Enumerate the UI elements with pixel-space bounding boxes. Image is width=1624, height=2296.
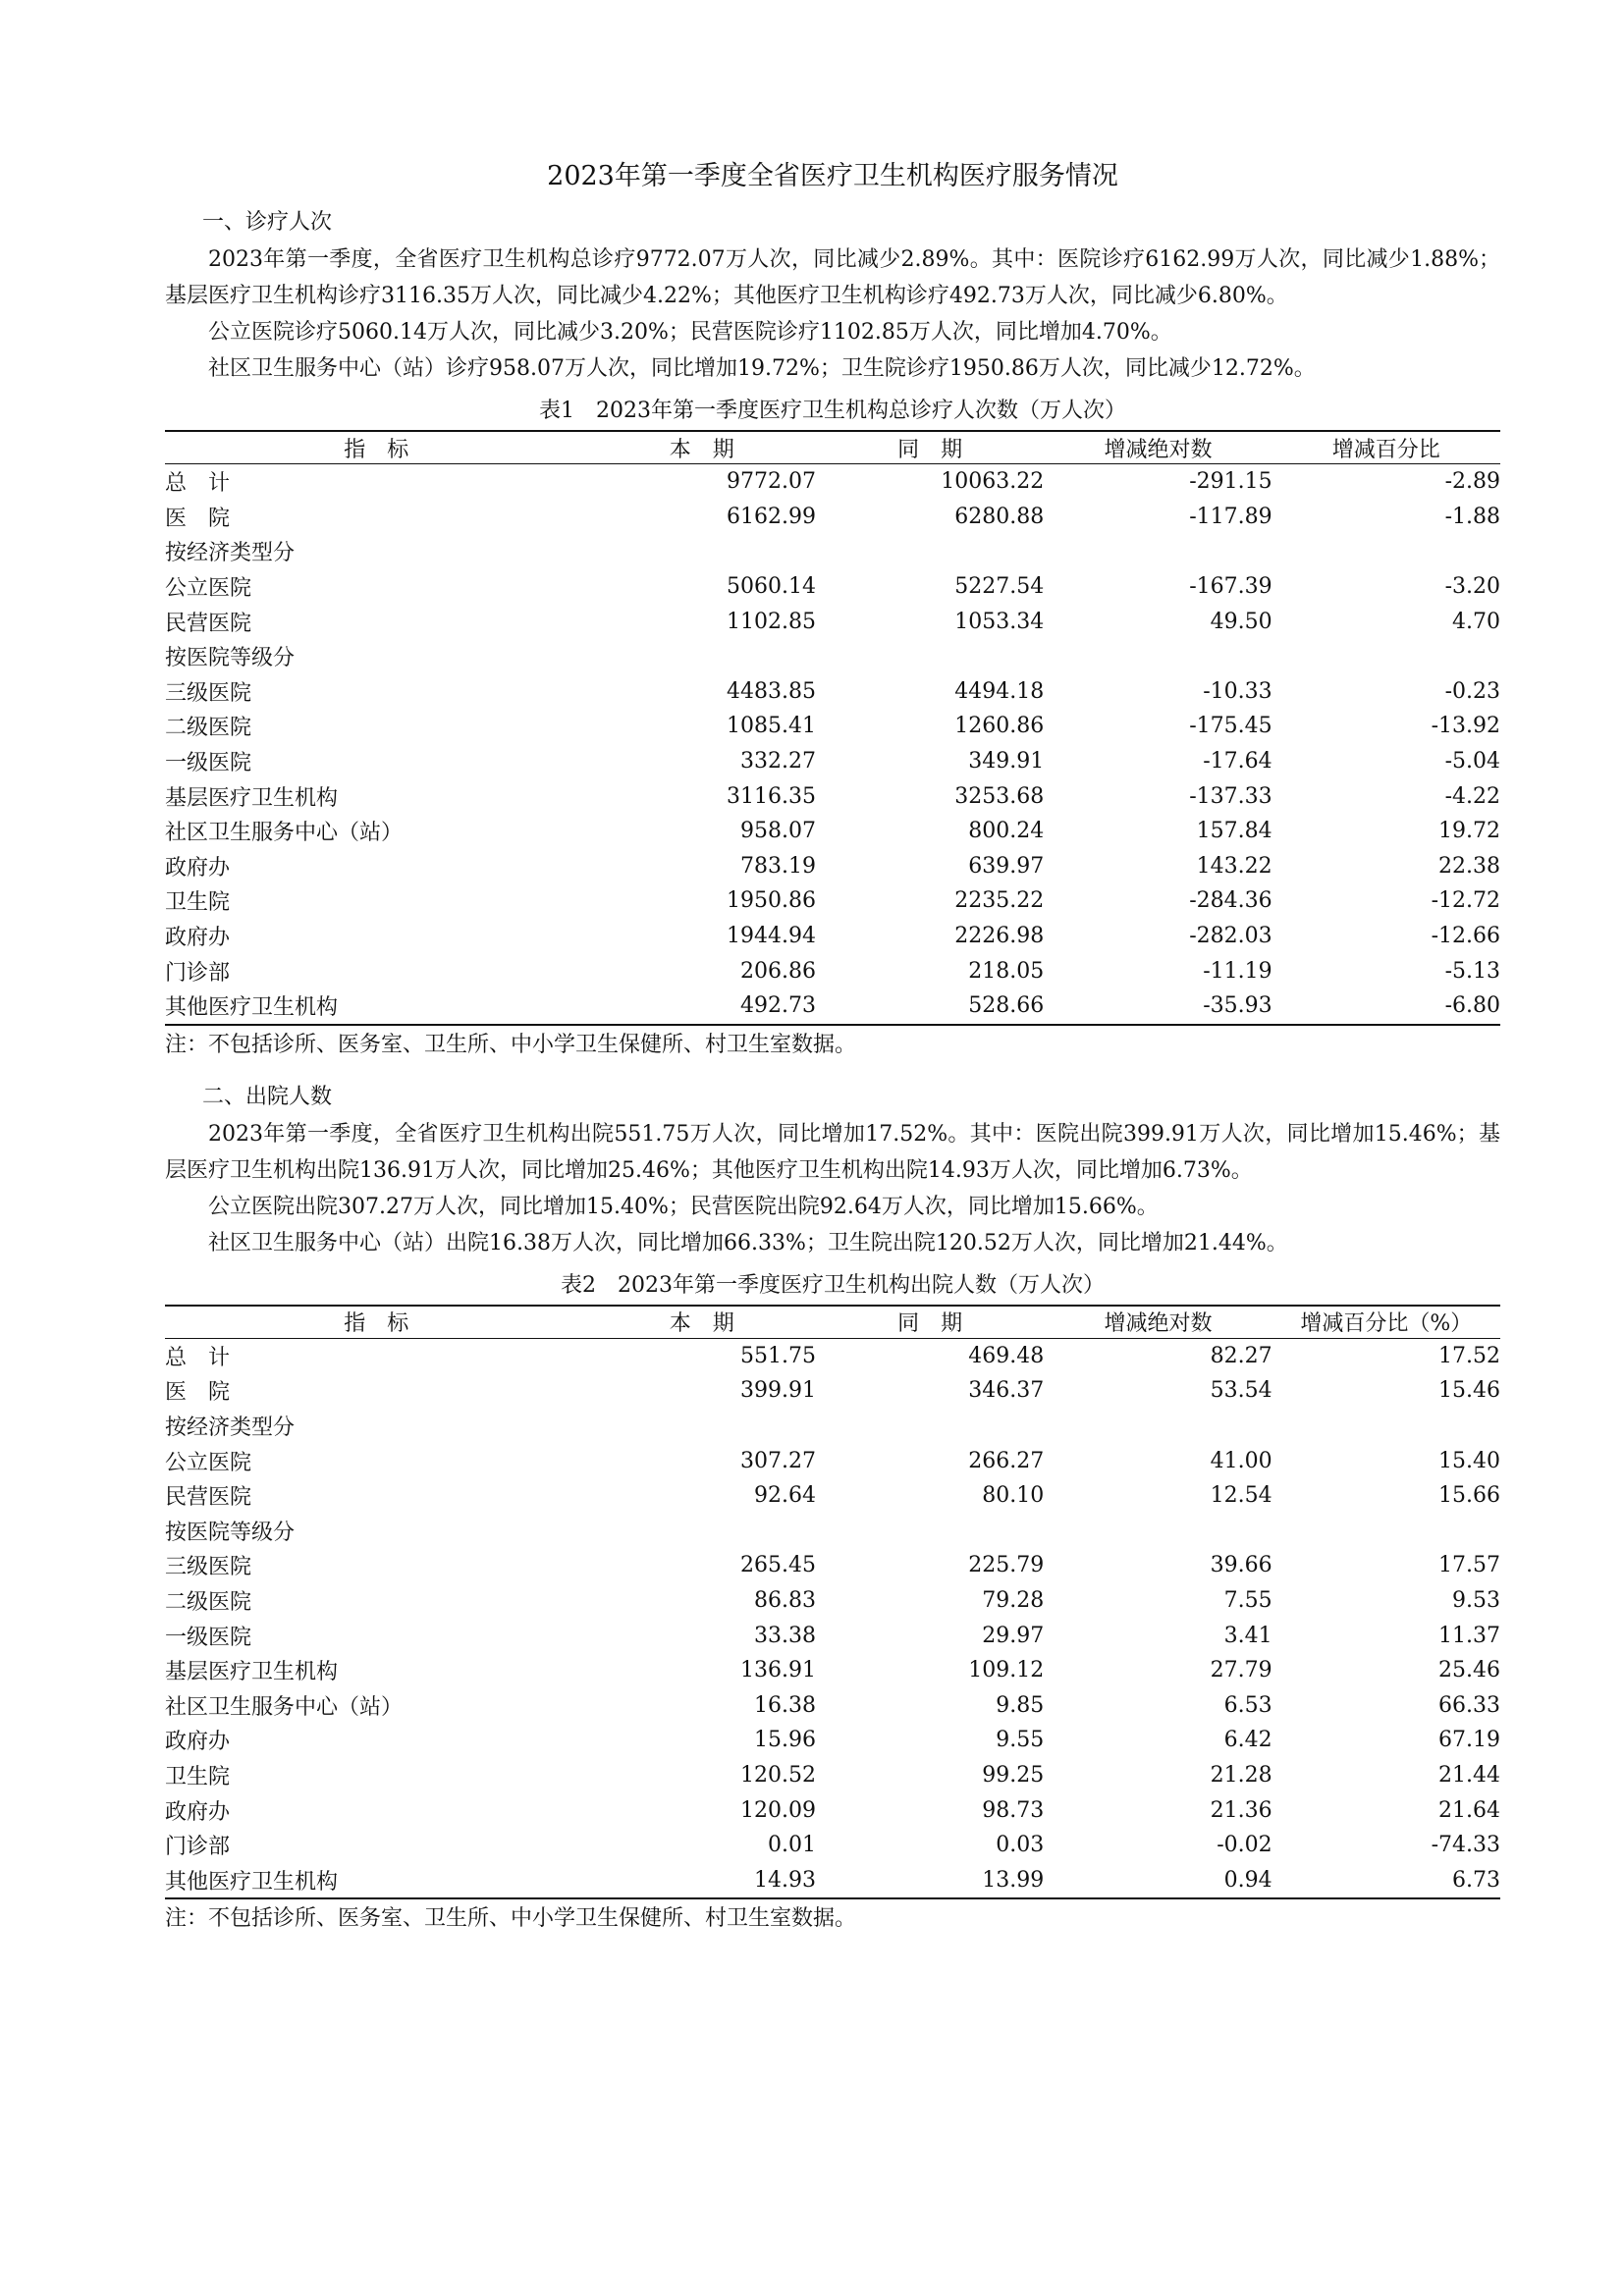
change-percent: 19.72: [1438, 819, 1500, 844]
previous-value: 99.25: [982, 1762, 1045, 1788]
column-header: 指 标: [165, 431, 588, 464]
previous-value: 0.03: [996, 1833, 1045, 1858]
row-label: 社区卫生服务中心（站）: [165, 821, 404, 846]
table-row: [165, 849, 1500, 884]
table-row: [165, 1618, 1500, 1653]
table-row: [165, 744, 1500, 779]
change-percent: -12.72: [1431, 888, 1500, 914]
current-value: 399.91: [739, 1378, 816, 1404]
change-absolute: 7.55: [1223, 1587, 1272, 1613]
column-header: 本 期: [588, 1306, 816, 1339]
change-percent: 11.37: [1438, 1623, 1500, 1648]
current-value: 492.73: [588, 988, 816, 1025]
row-label: 卫生院: [165, 890, 231, 916]
table-row: [165, 1373, 1500, 1409]
change-absolute: 143.22: [1196, 853, 1272, 879]
row-label: 总 计: [165, 1345, 231, 1370]
change-percent: 21.44: [1438, 1762, 1500, 1788]
row-label: 其他医疗卫生机构: [165, 1862, 588, 1898]
table-row: [165, 953, 1500, 988]
table-row: [165, 639, 1500, 674]
paragraph: 2023年第一季度，全省医疗卫生机构出院551.75万人次，同比增加17.52%。其中：医院出院399.91万人次，同比增加15.46%；基层医疗卫生机构出院136.91万人次，同比增加25.46%；其他医疗卫生机构出院14.93万人次，同比增加6.73%。: [165, 1121, 1500, 1183]
row-label: 门诊部: [165, 1835, 231, 1860]
table-row: [165, 604, 1500, 639]
current-value: 4483.85: [726, 678, 816, 704]
change-absolute: 39.66: [1210, 1553, 1272, 1578]
row-label: 按经济类型分: [165, 541, 296, 566]
change-absolute: -0.02: [1217, 1833, 1272, 1858]
current-value: 3116.35: [726, 783, 816, 809]
change-absolute: [1044, 534, 1272, 569]
table-row: [165, 674, 1500, 710]
table-row: [165, 778, 1500, 814]
current-value: [588, 1513, 816, 1548]
change-percent: 9.53: [1452, 1587, 1500, 1613]
table-row: [165, 1653, 1500, 1688]
change-absolute: 82.27: [1210, 1343, 1272, 1368]
previous-value: 29.97: [982, 1623, 1045, 1648]
change-percent: -12.66: [1431, 924, 1500, 949]
current-value: 6162.99: [726, 504, 816, 529]
table-row: [165, 464, 1500, 500]
change-absolute: -137.33: [1189, 783, 1272, 809]
table-row: [165, 1443, 1500, 1478]
previous-value: 528.66: [816, 988, 1044, 1025]
current-value: 14.93: [588, 1862, 816, 1898]
previous-value: 79.28: [982, 1587, 1045, 1613]
previous-value: 3253.68: [954, 783, 1045, 809]
change-absolute: 21.36: [1210, 1797, 1272, 1823]
previous-value: 469.48: [968, 1343, 1045, 1368]
table-row: [165, 1687, 1500, 1723]
row-label: 门诊部: [165, 960, 231, 986]
row-label: 一级医院: [165, 1625, 252, 1650]
current-value: 120.52: [739, 1762, 816, 1788]
row-label: 二级医院: [165, 1589, 252, 1615]
change-absolute: -11.19: [1203, 958, 1272, 984]
previous-value: [816, 1513, 1044, 1548]
change-percent: 15.66: [1438, 1483, 1500, 1509]
change-absolute: -10.33: [1203, 678, 1272, 704]
table-row: [165, 569, 1500, 605]
change-absolute: -291.15: [1189, 469, 1272, 495]
table-row: [165, 1338, 1500, 1373]
row-label: 基层医疗卫生机构: [165, 785, 339, 811]
row-label: 其他医疗卫生机构: [165, 988, 588, 1025]
current-value: 15.96: [753, 1728, 816, 1753]
change-percent: -3.20: [1444, 574, 1500, 600]
row-label: 一级医院: [165, 751, 252, 776]
table-header-row: [165, 1306, 1500, 1339]
change-percent: 25.46: [1438, 1658, 1500, 1683]
row-label: 社区卫生服务中心（站）: [165, 1694, 404, 1720]
change-absolute: 41.00: [1210, 1448, 1272, 1473]
change-absolute: 21.28: [1210, 1762, 1272, 1788]
change-absolute: [1044, 1513, 1272, 1548]
current-value: 551.75: [739, 1343, 816, 1368]
change-absolute: 53.54: [1210, 1378, 1272, 1404]
current-value: 1102.85: [726, 609, 816, 634]
change-absolute: [1044, 1409, 1272, 1444]
row-label: 民营医院: [165, 1485, 252, 1511]
row-label: 按经济类型分: [165, 1415, 296, 1440]
current-value: 332.27: [739, 749, 816, 774]
change-absolute: 6.53: [1223, 1692, 1272, 1718]
current-value: 136.91: [739, 1658, 816, 1683]
change-percent: [1272, 639, 1500, 674]
current-value: 958.07: [739, 819, 816, 844]
table-row: [165, 988, 1500, 1025]
change-percent: -1.88: [1444, 504, 1500, 529]
row-label: 按医院等级分: [165, 646, 296, 671]
table-caption: 表1 2023年第一季度医疗卫生机构总诊疗人次数（万人次）: [539, 399, 1126, 423]
change-absolute: -175.45: [1189, 714, 1272, 739]
change-percent: [1272, 534, 1500, 569]
table-row: [165, 814, 1500, 849]
change-absolute: -117.89: [1189, 504, 1272, 529]
row-label: 二级医院: [165, 716, 252, 741]
change-absolute: [1044, 639, 1272, 674]
change-percent: 15.40: [1438, 1448, 1500, 1473]
change-absolute: 27.79: [1210, 1658, 1272, 1683]
previous-value: 2235.22: [954, 888, 1045, 914]
current-value: 1950.86: [726, 888, 816, 914]
change-percent: [1272, 1513, 1500, 1548]
table-row: [165, 1758, 1500, 1793]
current-value: 16.38: [753, 1692, 816, 1718]
change-absolute: 157.84: [1196, 819, 1272, 844]
row-label: 政府办: [165, 855, 231, 881]
column-header: 增减百分比: [1272, 431, 1500, 464]
previous-value: 1053.34: [954, 609, 1045, 634]
row-label: 卫生院: [165, 1764, 231, 1789]
change-percent: 66.33: [1438, 1692, 1500, 1718]
previous-value: 10063.22: [941, 469, 1045, 495]
change-absolute: 12.54: [1210, 1483, 1272, 1509]
change-percent: -2.89: [1444, 469, 1500, 495]
table-row: [165, 1792, 1500, 1828]
column-header: 同 期: [816, 1306, 1044, 1339]
previous-value: 800.24: [968, 819, 1045, 844]
current-value: 1085.41: [726, 714, 816, 739]
table-header-row: [165, 431, 1500, 464]
previous-value: 13.99: [816, 1862, 1044, 1898]
table-row: [165, 500, 1500, 535]
table-row: [165, 1583, 1500, 1619]
column-header: 增减绝对数: [1044, 431, 1272, 464]
current-value: 307.27: [739, 1448, 816, 1473]
previous-value: 109.12: [968, 1658, 1045, 1683]
previous-value: 218.05: [968, 958, 1045, 984]
change-percent: 21.64: [1438, 1797, 1500, 1823]
document-page: [165, 157, 1500, 1939]
previous-value: 639.97: [968, 853, 1045, 879]
change-percent: [1272, 1409, 1500, 1444]
change-percent: 67.19: [1438, 1728, 1500, 1753]
previous-value: 1260.86: [954, 714, 1045, 739]
row-label: 政府办: [165, 1799, 231, 1825]
row-label: 三级医院: [165, 1555, 252, 1580]
data-table-visits: [165, 430, 1500, 1026]
previous-value: 349.91: [968, 749, 1045, 774]
table-row: [165, 1828, 1500, 1863]
previous-value: [816, 534, 1044, 569]
table-row: [165, 1548, 1500, 1583]
current-value: 86.83: [753, 1587, 816, 1613]
paragraph: 公立医院诊疗5060.14万人次，同比减少3.20%；民营医院诊疗1102.85万人次，同比增加4.70%。: [208, 320, 1172, 345]
change-absolute: -284.36: [1189, 888, 1272, 914]
change-absolute: 6.42: [1223, 1728, 1272, 1753]
table-row: [165, 1409, 1500, 1444]
previous-value: 6280.88: [954, 504, 1045, 529]
table-row: [165, 919, 1500, 954]
previous-value: 9.85: [996, 1692, 1045, 1718]
current-value: [588, 534, 816, 569]
previous-value: 9.55: [996, 1728, 1045, 1753]
page-title: 2023年第一季度全省医疗卫生机构医疗服务情况: [547, 161, 1118, 191]
paragraph: 2023年第一季度，全省医疗卫生机构总诊疗9772.07万人次，同比减少2.89%。其中：医院诊疗6162.99万人次，同比减少1.88%；基层医疗卫生机构诊疗3116.35万人次，同比减少4.22%；其他医疗卫生机构诊疗492.73万人次，同比减少6.80%。: [165, 247, 1500, 308]
current-value: 9772.07: [726, 469, 816, 495]
change-absolute: 49.50: [1210, 609, 1272, 634]
current-value: 1944.94: [726, 924, 816, 949]
table-row: [165, 1513, 1500, 1548]
change-absolute: 0.94: [1044, 1862, 1272, 1898]
change-percent: 15.46: [1438, 1378, 1500, 1404]
paragraph: 社区卫生服务中心（站）出院16.38万人次，同比增加66.33%；卫生院出院120.52万人次，同比增加21.44%。: [208, 1230, 1288, 1255]
row-label: 公立医院: [165, 576, 252, 602]
previous-value: 5227.54: [954, 574, 1045, 600]
previous-value: [816, 1409, 1044, 1444]
row-label: 医 院: [165, 1380, 231, 1406]
current-value: 92.64: [753, 1483, 816, 1509]
change-percent: 17.57: [1438, 1553, 1500, 1578]
column-header: 增减绝对数: [1044, 1306, 1272, 1339]
row-label: 三级医院: [165, 680, 252, 706]
table-caption: 表2 2023年第一季度医疗卫生机构出院人数（万人次）: [561, 1272, 1105, 1298]
table-note: 注：不包括诊所、医务室、卫生所、中小学卫生保健所、村卫生室数据。: [165, 1032, 857, 1057]
previous-value: 80.10: [982, 1483, 1045, 1509]
change-absolute: -35.93: [1044, 988, 1272, 1025]
previous-value: [816, 639, 1044, 674]
change-percent: 17.52: [1438, 1343, 1500, 1368]
previous-value: 266.27: [968, 1448, 1045, 1473]
row-label: 医 院: [165, 506, 231, 531]
table-row: [165, 1723, 1500, 1758]
change-absolute: 3.41: [1223, 1623, 1272, 1648]
paragraph: 社区卫生服务中心（站）诊疗958.07万人次，同比增加19.72%；卫生院诊疗1950.86万人次，同比减少12.72%。: [208, 356, 1316, 381]
data-table-discharges: [165, 1305, 1500, 1900]
row-label: 总 计: [165, 471, 231, 497]
change-percent: 4.70: [1452, 609, 1500, 634]
row-label: 基层医疗卫生机构: [165, 1660, 339, 1685]
table-row: [165, 709, 1500, 744]
change-percent: -6.80: [1272, 988, 1500, 1025]
change-percent: -74.33: [1431, 1833, 1500, 1858]
current-value: 0.01: [767, 1833, 816, 1858]
current-value: [588, 639, 816, 674]
row-label: 按医院等级分: [165, 1520, 296, 1545]
column-header: 增减百分比（%）: [1272, 1306, 1500, 1339]
previous-value: 225.79: [968, 1553, 1045, 1578]
section-heading-visits: 一、诊疗人次: [202, 210, 333, 235]
current-value: 265.45: [739, 1553, 816, 1578]
change-percent: 6.73: [1272, 1862, 1500, 1898]
row-label: 政府办: [165, 1730, 231, 1755]
table-row: [165, 1862, 1500, 1898]
row-label: 公立医院: [165, 1450, 252, 1475]
paragraph: 公立医院出院307.27万人次，同比增加15.40%；民营医院出院92.64万人次，同比增加15.66%。: [208, 1194, 1159, 1219]
change-absolute: -282.03: [1189, 924, 1272, 949]
change-percent: -5.13: [1444, 958, 1500, 984]
previous-value: 98.73: [982, 1797, 1045, 1823]
column-header: 同 期: [816, 431, 1044, 464]
current-value: 120.09: [739, 1797, 816, 1823]
section-heading-discharges: 二、出院人数: [202, 1084, 333, 1109]
table-row: [165, 1478, 1500, 1514]
change-absolute: -17.64: [1203, 749, 1272, 774]
column-header: 指 标: [165, 1306, 588, 1339]
change-absolute: -167.39: [1189, 574, 1272, 600]
row-label: 政府办: [165, 926, 231, 951]
table-row: [165, 883, 1500, 919]
current-value: 783.19: [739, 853, 816, 879]
table-note: 注：不包括诊所、医务室、卫生所、中小学卫生保健所、村卫生室数据。: [165, 1906, 857, 1931]
change-percent: -0.23: [1444, 678, 1500, 704]
change-percent: -4.22: [1444, 783, 1500, 809]
previous-value: 4494.18: [954, 678, 1045, 704]
previous-value: 346.37: [968, 1378, 1045, 1404]
previous-value: 2226.98: [954, 924, 1045, 949]
current-value: 5060.14: [726, 574, 816, 600]
current-value: 206.86: [739, 958, 816, 984]
current-value: 33.38: [753, 1623, 816, 1648]
change-percent: 22.38: [1438, 853, 1500, 879]
table-row: [165, 534, 1500, 569]
row-label: 民营医院: [165, 611, 252, 636]
change-percent: -13.92: [1431, 714, 1500, 739]
current-value: [588, 1409, 816, 1444]
change-percent: -5.04: [1444, 749, 1500, 774]
column-header: 本 期: [588, 431, 816, 464]
